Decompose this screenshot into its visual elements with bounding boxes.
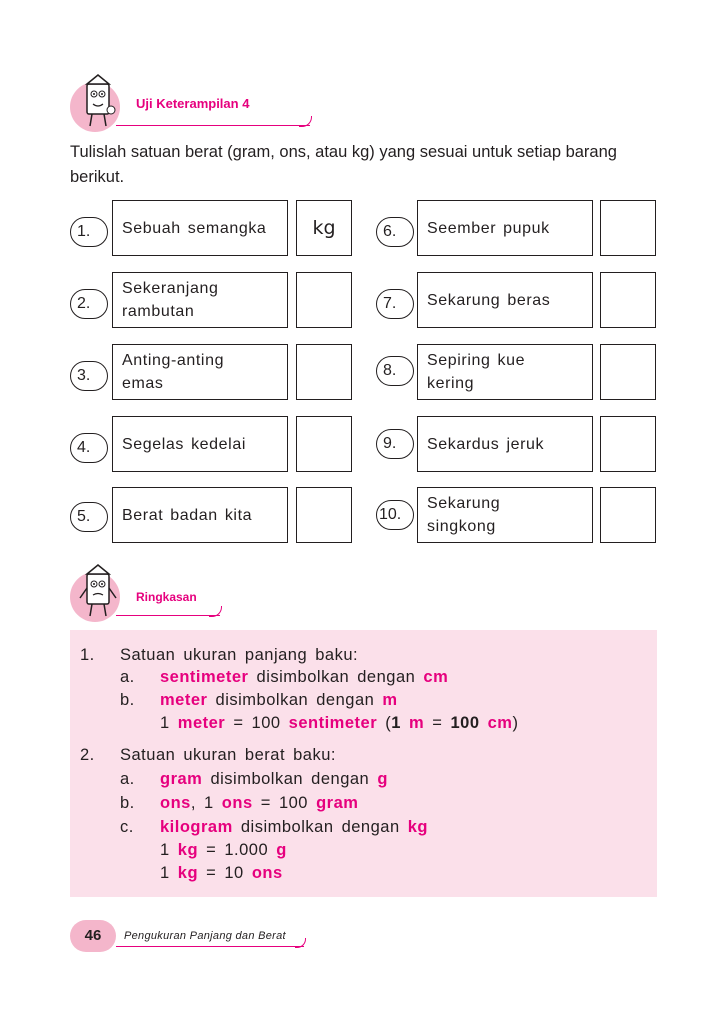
- exercise-title: Uji Keterampilan 4: [136, 96, 250, 111]
- item-label: [112, 487, 288, 543]
- summary-line: 1 kg = 1.000 g: [160, 841, 287, 859]
- summary-line: 1 meter = 100 sentimeter (1 m = 100 cm): [160, 714, 519, 732]
- answer-box[interactable]: [600, 200, 656, 256]
- item-label-line1: Sekardus jeruk: [427, 435, 545, 453]
- item-label: [417, 344, 593, 400]
- item-label-line1: Sepiring kue: [427, 352, 526, 369]
- answer-box[interactable]: [600, 344, 656, 400]
- chapter-title: Pengukuran Panjang dan Berat: [124, 930, 286, 942]
- answer-box[interactable]: [296, 344, 352, 400]
- item-number: 2.: [70, 289, 108, 319]
- summary-line: a.: [120, 770, 135, 788]
- answer-box[interactable]: [296, 487, 352, 543]
- item-number: 3.: [70, 361, 108, 391]
- mascot-icon: [78, 74, 118, 134]
- item-label-line2: rambutan: [122, 303, 195, 320]
- item-number: 5.: [70, 502, 108, 532]
- summary-line: b.: [120, 691, 135, 709]
- item-number: 1.: [70, 217, 108, 247]
- item-label-line1: Sekarung beras: [427, 291, 551, 309]
- summary-line: Satuan ukuran berat baku:: [120, 746, 336, 764]
- item-label-line1: Sekarung: [427, 495, 501, 512]
- summary-line: c.: [120, 818, 134, 836]
- summary-line: kilogram disimbolkan dengan kg: [160, 818, 429, 836]
- summary-title: Ringkasan: [136, 590, 197, 604]
- summary-line: sentimeter disimbolkan dengan cm: [160, 668, 449, 686]
- item-label: [417, 272, 593, 328]
- summary-line: 1 kg = 10 ons: [160, 864, 283, 882]
- item-label-line1: Segelas kedelai: [122, 435, 246, 453]
- summary-line: meter disimbolkan dengan m: [160, 691, 398, 709]
- item-label: [112, 200, 288, 256]
- summary-line: gram disimbolkan dengan g: [160, 770, 388, 788]
- item-number: 8.: [376, 356, 414, 386]
- item-label: [417, 200, 593, 256]
- summary-line: b.: [120, 794, 135, 812]
- answer-box[interactable]: kg: [296, 200, 352, 256]
- item-number: 10.: [376, 500, 414, 530]
- item-number: 6.: [376, 217, 414, 247]
- item-number: 4.: [70, 433, 108, 463]
- answer-box[interactable]: [296, 272, 352, 328]
- item-label-line1: Sebuah semangka: [122, 219, 267, 237]
- item-number: 7.: [376, 289, 414, 319]
- instruction-text: Tulislah satuan berat (gram, ons, atau kg) yang sesuai untuk setiap barang berikut.: [70, 143, 617, 186]
- item-label: [112, 272, 288, 328]
- footer-underline: [116, 946, 304, 947]
- answer-box[interactable]: [600, 416, 656, 472]
- item-label: [112, 344, 288, 400]
- item-label-line2: emas: [122, 375, 164, 392]
- header-underline: [116, 615, 220, 617]
- summary-line: a.: [120, 668, 135, 686]
- exercise-header: [70, 82, 310, 132]
- item-number: 9.: [376, 429, 414, 459]
- item-label-line1: Berat badan kita: [122, 506, 253, 524]
- answer-box[interactable]: [600, 272, 656, 328]
- answer-box[interactable]: [600, 487, 656, 543]
- summary-line: 1.: [80, 646, 95, 664]
- summary-header: [70, 572, 220, 622]
- item-label-line1: Anting-anting: [122, 352, 225, 369]
- summary-line: 2.: [80, 746, 95, 764]
- summary-line: Satuan ukuran panjang baku:: [120, 646, 359, 664]
- answer-box[interactable]: [296, 416, 352, 472]
- item-label-line2: singkong: [427, 518, 496, 535]
- mascot-icon: [78, 564, 118, 624]
- item-label-line2: kering: [427, 375, 475, 392]
- item-label-line1: Sekeranjang: [122, 280, 219, 297]
- item-label: [417, 416, 593, 472]
- item-label-line1: Seember pupuk: [427, 219, 550, 237]
- item-label: [417, 487, 593, 543]
- page-number: 46: [70, 920, 116, 952]
- item-label: [112, 416, 288, 472]
- summary-line: ons, 1 ons = 100 gram: [160, 794, 359, 812]
- header-underline: [116, 125, 310, 127]
